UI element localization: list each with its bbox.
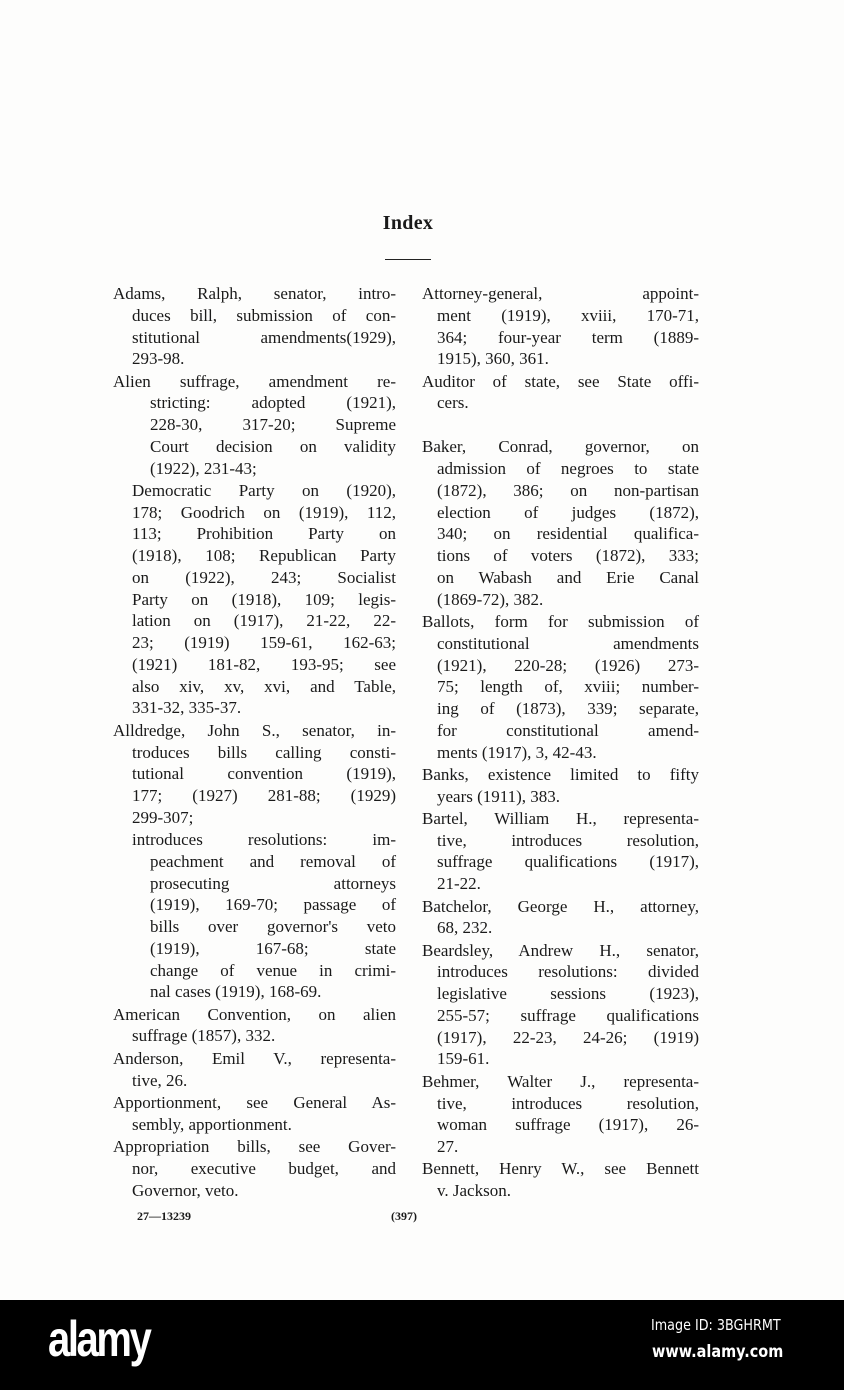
index-line: woman suffrage (1917), 26- [437, 1115, 699, 1135]
index-line: 178; Goodrich on (1919), 112, [132, 502, 396, 522]
index-line: stricting: adopted (1921), [150, 393, 396, 413]
index-line: American Convention, on alien [113, 1004, 396, 1024]
index-line: tive, 26. [132, 1070, 188, 1090]
index-line: introduces resolutions: divided [437, 962, 699, 982]
index-line: (1922), 231-43; [150, 458, 257, 478]
index-line: 23; (1919) 159-61, 162-63; [132, 633, 396, 653]
index-entry [422, 1071, 699, 1158]
index-line: suffrage qualifications (1917), [437, 852, 699, 872]
title-rule [385, 259, 431, 260]
index-line: 113; Prohibition Party on [132, 524, 396, 544]
index-line: Bennett, Henry W., see Bennett [422, 1159, 699, 1179]
index-entry [422, 764, 699, 808]
index-line: stitutional amendments(1929), [132, 327, 396, 347]
index-line: ment (1919), xviii, 170-71, [437, 305, 699, 325]
watermark-bar [0, 1300, 844, 1390]
index-line: constitutional amendments [437, 633, 699, 653]
index-line: on (1922), 243; Socialist [132, 567, 396, 587]
image-id: Image ID: 3BGHRMT [651, 1316, 781, 1334]
index-entry [113, 1004, 396, 1048]
index-line: 177; (1927) 281-88; (1929) [132, 786, 396, 806]
index-line: suffrage (1857), 332. [132, 1026, 276, 1046]
index-column-left [113, 283, 396, 1202]
index-entry [422, 808, 699, 895]
index-line: 340; on residential qualifica- [437, 524, 699, 544]
index-line: election of judges (1872), [437, 502, 699, 522]
index-line: 68, 232. [437, 918, 493, 938]
index-line: Party on (1918), 109; legis- [132, 589, 396, 609]
index-line: duces bill, submission of con- [132, 305, 396, 325]
index-line: tive, introduces resolution, [437, 830, 699, 850]
index-entry [422, 371, 699, 415]
index-entry [113, 1136, 396, 1201]
index-entry [422, 940, 699, 1071]
signature-mark: 27—13239 [137, 1209, 191, 1223]
index-line: Anderson, Emil V., representa- [113, 1048, 396, 1068]
index-line: change of venue in crimi- [150, 960, 396, 980]
index-line: Batchelor, George H., attorney, [422, 896, 699, 916]
index-line: years (1911), 383. [437, 786, 561, 806]
index-line: introduces resolutions: im- [132, 830, 396, 850]
index-entry [113, 371, 396, 480]
index-line: Appropriation bills, see Gover- [113, 1137, 396, 1156]
index-line: (1919), 169-70; passage of [150, 895, 396, 915]
index-line: Attorney-general, appoint- [422, 284, 699, 303]
index-line: Court decision on validity [150, 436, 396, 456]
index-line: Democratic Party on (1920), [132, 480, 396, 500]
index-entry [113, 829, 396, 1003]
index-entry [422, 611, 699, 763]
index-line: legislative sessions (1923), [437, 984, 699, 1004]
index-line: (1918), 108; Republican Party [132, 546, 396, 566]
index-entry [422, 436, 699, 610]
alamy-logo: alamy [48, 1311, 150, 1367]
index-line: ing of (1873), 339; separate, [437, 699, 699, 719]
index-line: for constitutional amend- [437, 720, 699, 740]
index-line: 1915), 360, 361. [437, 349, 549, 369]
index-line: nal cases (1919), 168-69. [150, 982, 322, 1002]
index-line: (1872), 386; on non-partisan [437, 480, 699, 500]
index-line: 331-32, 335-37. [132, 698, 242, 718]
index-line: lation on (1917), 21-22, 22- [132, 611, 396, 631]
index-line: peachment and removal of [150, 851, 396, 871]
watermark-url: www.alamy.com [652, 1342, 784, 1362]
index-entry [113, 720, 396, 829]
index-entry [113, 1092, 396, 1136]
index-line: admission of negroes to state [437, 459, 699, 479]
index-column-right [422, 283, 699, 1202]
index-line: on Wabash and Erie Canal [437, 567, 699, 587]
index-line: sembly, apportionment. [132, 1114, 292, 1134]
index-line: (1869-72), 382. [437, 589, 544, 609]
index-line: troduces bills calling consti- [132, 742, 396, 762]
index-line: prosecuting attorneys [150, 873, 396, 893]
index-line: bills over governor's veto [150, 917, 396, 937]
page-number: (397) [391, 1209, 417, 1223]
index-line: 364; four-year term (1889- [437, 327, 699, 347]
index-entry [422, 283, 699, 370]
index-entry [113, 480, 396, 719]
index-line: (1917), 22-23, 24-26; (1919) [437, 1027, 699, 1047]
index-entry [113, 1048, 396, 1092]
index-entry [422, 896, 699, 940]
page-title: Index [382, 212, 434, 234]
index-line: v. Jackson. [437, 1181, 511, 1201]
index-line: tive, introduces resolution, [437, 1093, 699, 1113]
index-line: nor, executive budget, and [132, 1158, 396, 1178]
index-line: Baker, Conrad, governor, on [422, 437, 699, 457]
index-line: also xiv, xv, xvi, and Table, [132, 676, 396, 696]
index-line: ments (1917), 3, 42-43. [437, 742, 597, 762]
index-line: 27. [437, 1137, 459, 1156]
entry-gap [422, 415, 699, 437]
index-line: Ballots, form for submission of [422, 612, 699, 632]
index-entry [113, 283, 396, 370]
index-line: (1919), 167-68; state [150, 938, 396, 958]
index-line: cers. [437, 393, 469, 413]
index-line: 75; length of, xviii; number- [437, 677, 699, 697]
index-line: Apportionment, see General As- [113, 1092, 396, 1112]
index-line: Alien suffrage, amendment re- [113, 371, 396, 391]
index-line: (1921), 220-28; (1926) 273- [437, 655, 699, 675]
index-line: Governor, veto. [132, 1180, 239, 1200]
index-line: tions of voters (1872), 333; [437, 546, 699, 566]
index-line: 255-57; suffrage qualifications [437, 1005, 699, 1025]
index-line: Alldredge, John S., senator, in- [113, 720, 396, 740]
index-line: 159-61. [437, 1049, 490, 1069]
index-line: Beardsley, Andrew H., senator, [422, 940, 699, 960]
index-line: (1921) 181-82, 193-95; see [132, 654, 396, 674]
index-entry [422, 1158, 699, 1202]
index-line: Auditor of state, see State offi- [422, 371, 699, 391]
index-line: 299-307; [132, 807, 194, 827]
index-line: tutional convention (1919), [132, 764, 396, 784]
index-line: 228-30, 317-20; Supreme [150, 415, 396, 435]
index-line: Adams, Ralph, senator, intro- [113, 284, 396, 303]
index-line: 21-22. [437, 874, 481, 894]
index-line: Bartel, William H., representa- [422, 808, 699, 828]
index-line: 293-98. [132, 349, 185, 369]
index-line: Banks, existence limited to fifty [422, 764, 699, 784]
index-line: Behmer, Walter J., representa- [422, 1071, 699, 1091]
